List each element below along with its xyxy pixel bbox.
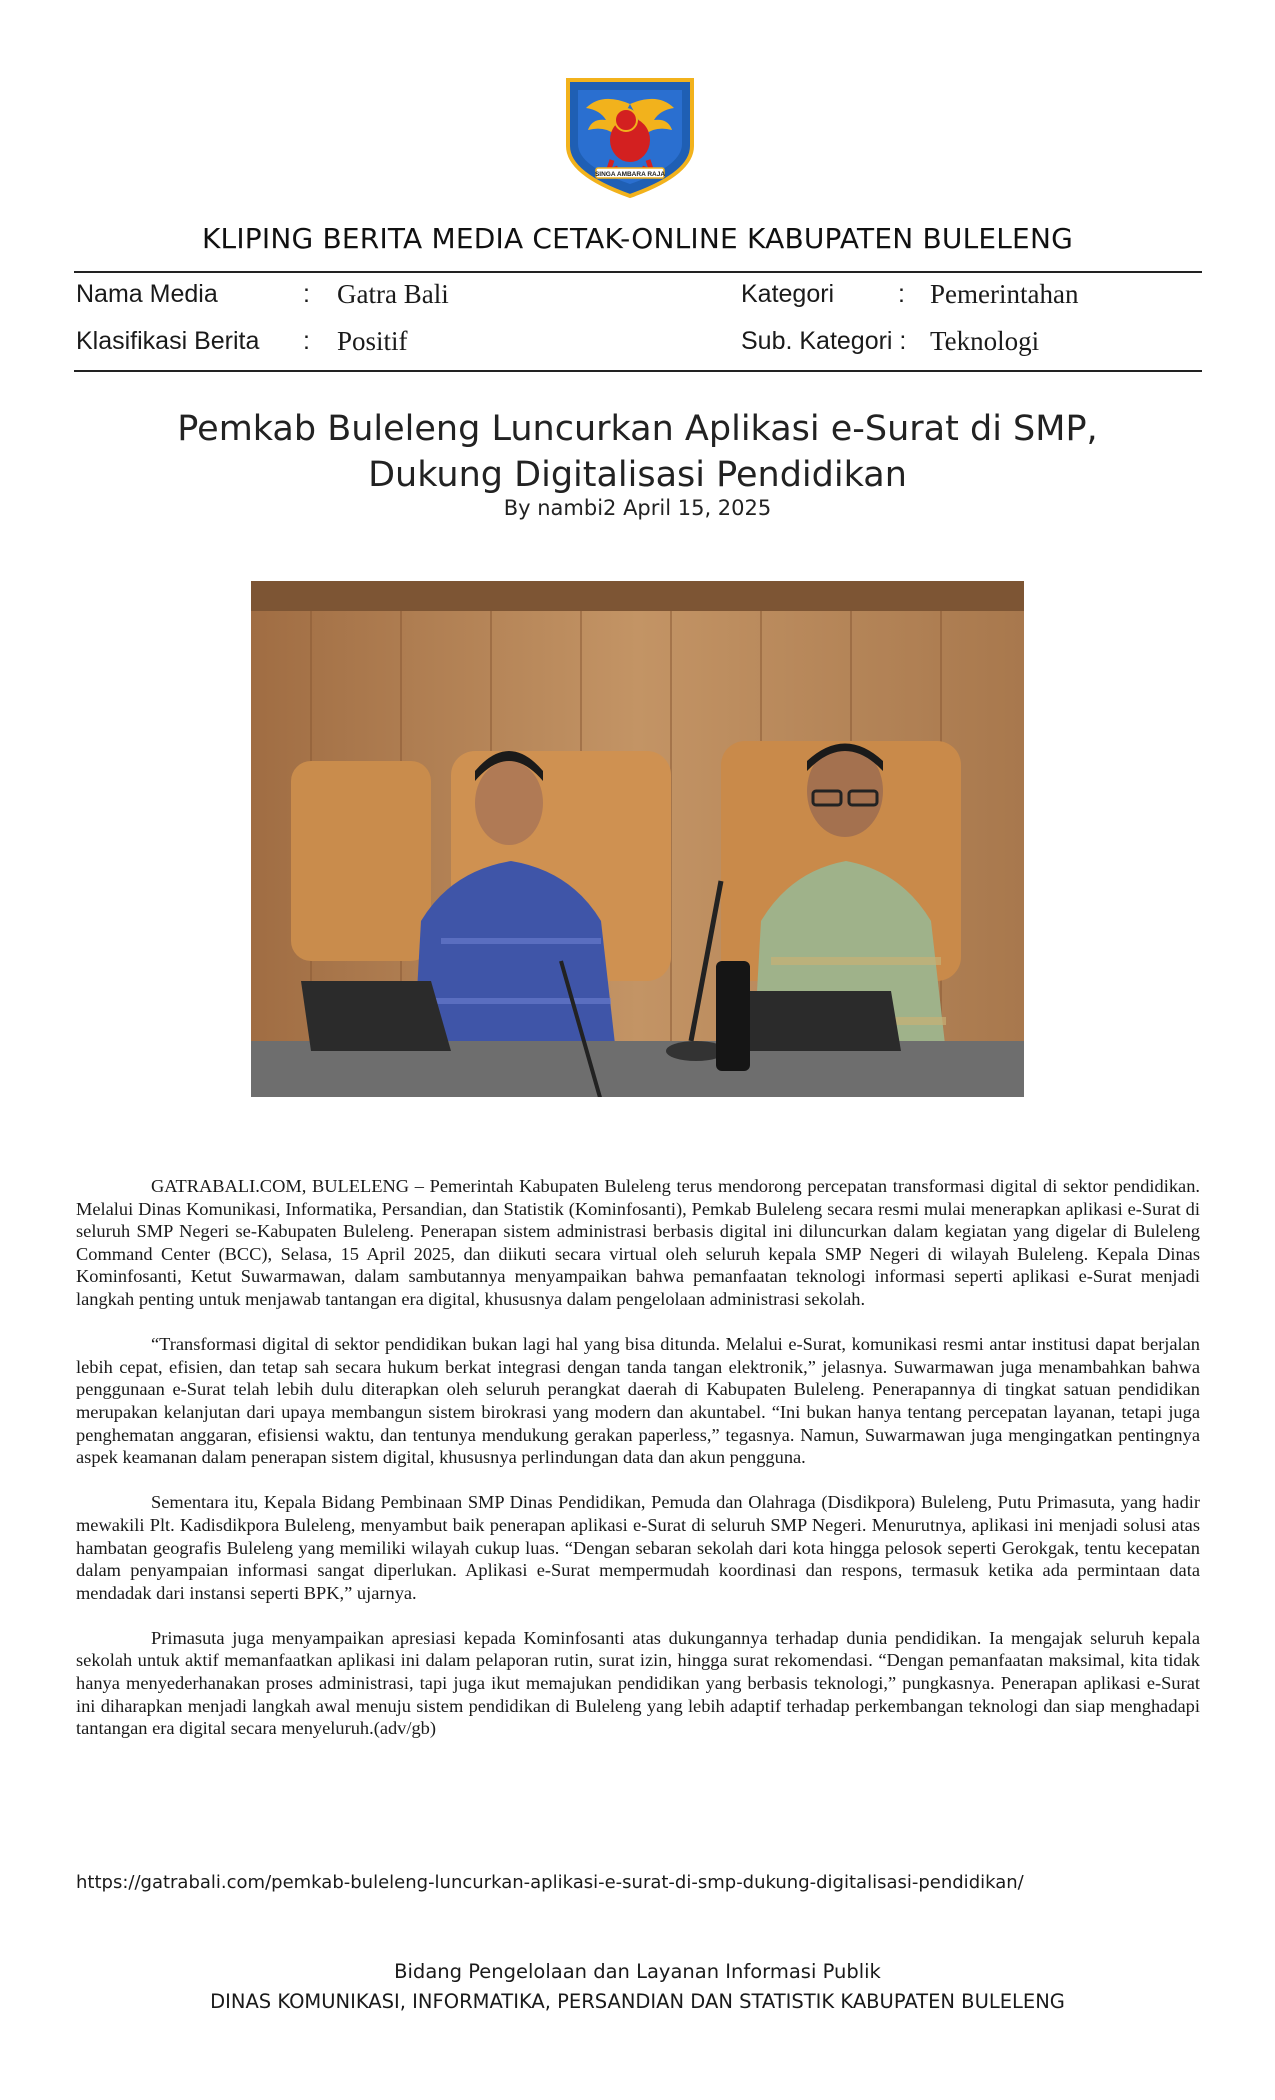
classification-value: Positif	[337, 326, 408, 356]
subcategory-value: Teknologi	[930, 326, 1040, 356]
category-label: Kategori	[741, 280, 835, 308]
article-paragraph: Primasuta juga menyampaikan apresiasi kepada Kominfosanti atas dukungannya terhadap dunia pendidikan. Ia mengajak seluruh kepala sekolah untuk aktif memanfaatkan aplikasi ini dalam pelaporan rutin, surat izin, hingga surat rekomendasi. “Dengan pemanfaatan maksimal, kita tidak hanya menyederhanakan proses administrasi, tapi juga ikut memajukan pendidikan yang berbasis teknologi,” pungkasnya. Penerapan aplikasi e-Surat ini diharapkan menjadi langkah awal menuju sistem pendidikan di Buleleng yang lebih adaptif terhadap perkembangan teknologi dan siap menghadapi tantangan era digital secara menyeluruh.(adv/gb)	[76, 1627, 1200, 1739]
category-value: Pemerintahan	[930, 279, 1079, 309]
classification-colon: :	[303, 327, 310, 355]
article-body	[76, 1175, 1200, 1762]
article-paragraph: “Transformasi digital di sektor pendidikan bukan lagi hal yang bisa ditunda. Melalui e-Surat, komunikasi resmi antar institusi dapat berjalan lebih cepat, efisien, dan tetap sah secara hukum berkat integrasi dengan tanda tangan elektronik,” jelasnya. Suwarmawan juga menambahkan bahwa penggunaan e-Surat telah lebih dulu diterapkan oleh seluruh perangkat daerah di Kabupaten Buleleng. Penerapannya di tingkat satuan pendidikan merupakan kelanjutan dari upaya membangun sistem birokrasi yang modern dan akuntabel. “Ini bukan hanya tentang percepatan layanan, tetapi juga penghematan anggaran, efisiensi waktu, dan tentunya mendukung gerakan paperless,” tegasnya. Namun, Suwarmawan juga mengingatkan pentingnya aspek keamanan dalam penerapan sistem digital, khususnya perlindungan data dan akun pengguna.	[76, 1334, 1200, 1468]
article-photo	[251, 581, 1024, 1097]
masthead-title: KLIPING BERITA MEDIA CETAK-ONLINE KABUPATEN BULELENG	[201, 222, 1073, 255]
emblem-motto: SINGA AMBARA RAJA	[594, 171, 666, 178]
footer-department: Bidang Pengelolaan dan Layanan Informasi Publik	[394, 1960, 881, 1983]
article-title	[0, 406, 1275, 498]
header-top-rule	[74, 271, 1202, 273]
source-url: https://gatrabali.com/pemkab-buleleng-luncurkan-aplikasi-e-surat-di-smp-dukung-digitalisasi-pendidikan/	[76, 1872, 1024, 1893]
category-colon: :	[898, 280, 905, 308]
article-paragraph: Sementara itu, Kepala Bidang Pembinaan SMP Dinas Pendidikan, Pemuda dan Olahraga (Disdikpora) Buleleng, Putu Primasuta, yang hadir mewakili Plt. Kadisdikpora Buleleng, menyambut baik penerapan aplikasi e-Surat di seluruh SMP Negeri. Menurutnya, aplikasi ini menjadi solusi atas hambatan geografis Buleleng yang memiliki wilayah cukup luas. “Dengan sebaran sekolah dari kota hingga pelosok seperti Gerokgak, tentu kecepatan dalam penyampaian informasi sangat diperlukan. Aplikasi e-Surat mempermudah koordinasi dan respons, termasuk ketika ada permintaan data mendadak dari instansi seperti BPK,” ujarnya.	[76, 1492, 1200, 1603]
media-colon: :	[303, 280, 310, 308]
article-paragraph: GATRABALI.COM, BULELENG – Pemerintah Kabupaten Buleleng terus mendorong percepatan transformasi digital di sektor pendidikan. Melalui Dinas Komunikasi, Informatika, Persandian, dan Statistik (Kominfosanti), Pemkab Buleleng secara resmi mulai menerapkan aplikasi e-Surat di seluruh SMP Negeri se-Kabupaten Buleleng. Penerapan sistem administrasi berbasis digital ini diluncurkan dalam kegiatan yang digelar di Buleleng Command Center (BCC), Selasa, 15 April 2025, dan diikuti secara virtual oleh seluruh kepala SMP Negeri di wilayah Buleleng. Kepala Dinas Kominfosanti, Ketut Suwarmawan, dalam sambutannya menyampaikan bahwa pemanfaatan teknologi informasi seperti aplikasi e-Surat menjadi langkah penting untuk menjawab tantangan era digital, khususnya dalam pengelolaan administrasi sekolah.	[76, 1176, 1200, 1309]
footer-agency: DINAS KOMUNIKASI, INFORMATIKA, PERSANDIAN DAN STATISTIK KABUPATEN BULELENG	[210, 1990, 1065, 2013]
media-label: Nama Media	[76, 280, 218, 308]
subcategory-label: Sub. Kategori :	[741, 327, 907, 355]
classification-label: Klasifikasi Berita	[76, 327, 260, 355]
buleleng-emblem-logo	[562, 74, 698, 200]
header-bottom-rule	[74, 370, 1202, 372]
article-title-line2: Dukung Digitalisasi Pendidikan	[368, 455, 907, 495]
media-value: Gatra Bali	[337, 279, 449, 309]
article-byline: By nambi2 April 15, 2025	[503, 496, 772, 520]
article-title-line1: Pemkab Buleleng Luncurkan Aplikasi e-Surat di SMP,	[177, 409, 1098, 449]
